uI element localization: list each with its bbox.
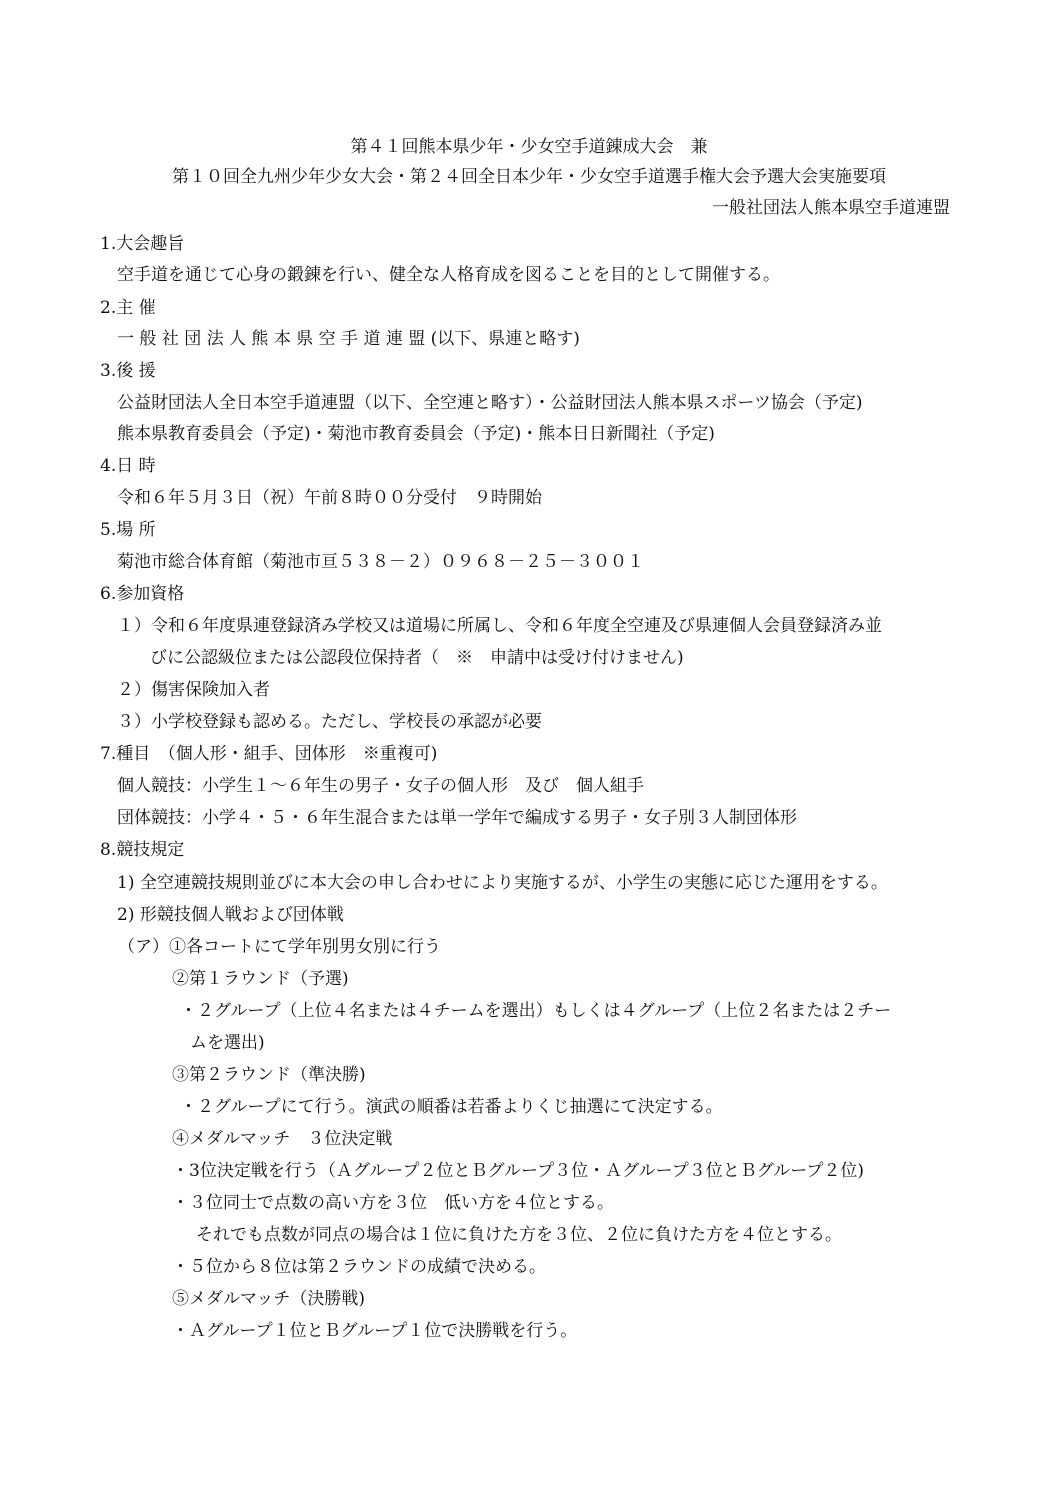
section-7-text-2: 団体競技：小学４・５・６年生混合または単一学年で編成する男子・女子別３人制団体形 [117,808,797,828]
section-8-a-4-text-1: ・3位決定戦を行う（Ａグループ２位とＢグループ３位・Ａグループ３位とＢグループ２位) [172,1161,865,1181]
section-8-item-2: 2) 形競技個人戦および団体戦 [117,905,344,925]
section-3-text-2: 熊本県教育委員会（予定)・菊池市教育委員会（予定)・熊本日日新聞社（予定) [117,424,715,444]
section-2-heading: 2.主 催 [100,298,156,318]
title-line-1: 第４１回熊本県少年・少女空手道錬成大会 兼 [350,137,708,157]
section-8-a-4: ④メダルマッチ ３位決定戦 [172,1129,393,1149]
section-8-a-4-text-2: ・３位同士で点数の高い方を３位 低い方を４位とする。 [172,1193,614,1213]
section-8-a-1: （ア）①各コートにて学年別男女別に行う [118,937,441,957]
section-8-a-2-text-1: ・２グループ（上位４名または４チームを選出）もしくは４グループ（上位２名または２チー [180,1001,892,1021]
section-3-text-1: 公益財団法人全日本空手道連盟（以下、全空連と略す）・公益財団法人熊本県スポーツ協会（予定) [117,393,863,413]
section-8-a-4-text-3: それでも点数が同点の場合は１位に負けた方を３位、２位に負けた方を４位とする。 [196,1225,842,1245]
section-6-item-1a: １）令和６年度県連登録済み学校又は道場に所属し、令和６年度全空連及び県連個人会員登録済み並 [117,616,882,636]
section-8-a-3: ③第２ラウンド（準決勝) [172,1065,366,1085]
section-8-a-3-text: ・２グループにて行う。演武の順番は若番よりくじ抽選にて決定する。 [180,1097,723,1117]
section-1-text: 空手道を通じて心身の鍛錬を行い、健全な人格育成を図ることを目的として開催する。 [117,265,780,285]
section-1-heading: 1.大会趣旨 [100,234,185,254]
section-8-a-5-text: ・Ａグループ１位とＢグループ１位で決勝戦を行う。 [172,1321,578,1341]
section-6-item-2: ２）傷害保険加入者 [117,680,270,700]
section-6-item-1b: びに公認級位または公認段位保持者（ ※ 申請中は受け付けません) [150,648,684,668]
section-5-heading: 5.場 所 [100,520,156,540]
section-8-item-1: 1) 全空連競技規則並びに本大会の申し合わせにより実施するが、小学生の実態に応じた運用をする。 [117,873,888,893]
section-7-text-1: 個人競技：小学生１～６年生の男子・女子の個人形 及び 個人組手 [117,776,644,796]
organizer-header: 一般社団法人熊本県空手道連盟 [712,198,950,218]
section-3-heading: 3.後 援 [100,361,156,381]
title-line-2: 第１０回全九州少年少女大会・第２４回全日本少年・少女空手道選手権大会予選大会実施要項 [172,167,886,187]
section-8-a-5: ⑤メダルマッチ（決勝戦) [172,1289,365,1309]
section-6-heading: 6.参加資格 [100,584,185,604]
section-6-item-3: ３）小学校登録も認める。ただし、学校長の承認が必要 [117,712,542,732]
section-7-heading: 7.種目 （個人形・組手、団体形 ※重複可) [100,744,438,764]
section-4-heading: 4.日 時 [100,456,156,476]
section-2-text: 一 般 社 団 法 人 熊 本 県 空 手 道 連 盟 (以下、県連と略す) [117,329,580,349]
section-8-heading: 8.競技規定 [100,840,185,860]
section-8-a-4-text-4: ・５位から８位は第２ラウンドの成績で決める。 [172,1257,546,1277]
section-8-a-2: ②第１ラウンド（予選) [172,969,349,989]
section-5-text: 菊池市総合体育館（菊池市亘５３８－２）０９６８－２５－３００１ [117,552,644,572]
section-4-text: 令和６年５月３日（祝）午前８時００分受付 ９時開始 [117,488,542,508]
section-8-a-2-text-2: ムを選出) [190,1033,265,1053]
